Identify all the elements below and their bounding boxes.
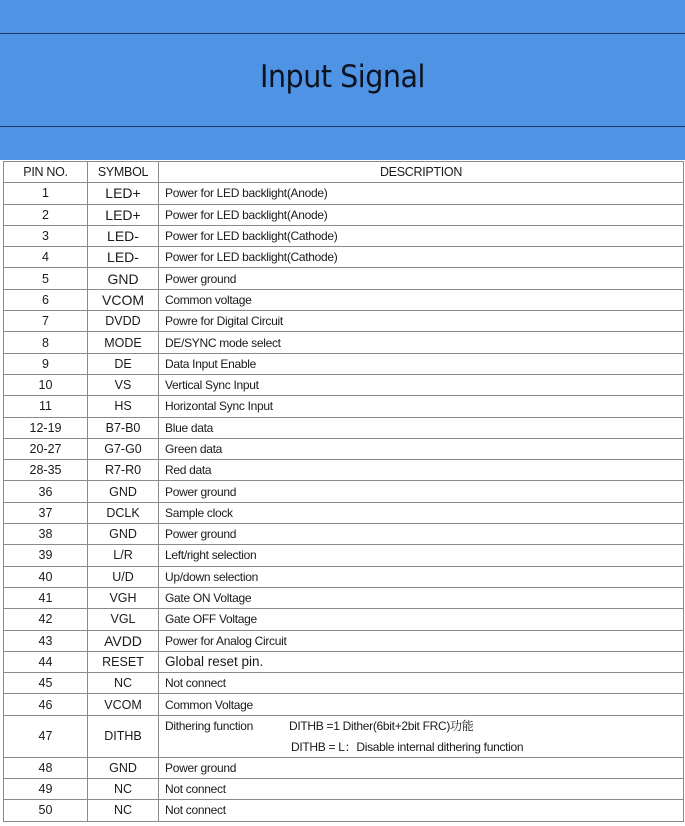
symbol-cell: VGH (88, 587, 159, 608)
description-cell: Power for LED backlight(Cathode) (159, 247, 684, 268)
symbol-cell: AVDD (88, 630, 159, 651)
symbol-cell: VCOM (88, 289, 159, 310)
description-cell: Red data (159, 460, 684, 481)
table-row (4, 417, 684, 438)
table-row (4, 545, 684, 566)
banner-bottom-rule (0, 126, 685, 127)
description-cell: Not connect (159, 673, 684, 694)
pin-cell: 38 (4, 524, 88, 545)
table-row (4, 268, 684, 289)
description-cell: Power ground (159, 757, 684, 778)
pin-cell: 39 (4, 545, 88, 566)
description-cell: Power for LED backlight(Cathode) (159, 225, 684, 246)
description-cell: Common Voltage (159, 694, 684, 715)
description-cell: Green data (159, 438, 684, 459)
description-cell: Left/right selection (159, 545, 684, 566)
description-cell: Powre for Digital Circuit (159, 311, 684, 332)
table-row (4, 289, 684, 310)
pin-cell: 5 (4, 268, 88, 289)
symbol-cell: LED- (88, 247, 159, 268)
table-row (4, 460, 684, 481)
pin-cell: 47 (4, 715, 88, 757)
table-row (4, 204, 684, 225)
symbol-cell: DE (88, 353, 159, 374)
table-row (4, 651, 684, 672)
pin-cell: 49 (4, 779, 88, 800)
description-cell: Vertical Sync Input (159, 374, 684, 395)
symbol-cell: NC (88, 779, 159, 800)
pin-table-container (3, 161, 683, 822)
symbol-cell: U/D (88, 566, 159, 587)
symbol-cell: VS (88, 374, 159, 395)
table-row (4, 673, 684, 694)
description-cell: DE/SYNC mode select (159, 332, 684, 353)
pin-cell: 20-27 (4, 438, 88, 459)
symbol-cell: DVDD (88, 311, 159, 332)
pin-cell: 9 (4, 353, 88, 374)
description-cell: Power for LED backlight(Anode) (159, 183, 684, 204)
symbol-cell: NC (88, 673, 159, 694)
table-row (4, 225, 684, 246)
description-cell: Not connect (159, 800, 684, 821)
symbol-cell: DITHB (88, 715, 159, 757)
pin-cell: 6 (4, 289, 88, 310)
table-row (4, 630, 684, 651)
table-row (4, 481, 684, 502)
symbol-cell: B7-B0 (88, 417, 159, 438)
table-row (4, 183, 684, 204)
dithering-detail-enable: DITHB =1 Dither(6bit+2bit FRC)功能 (289, 718, 474, 733)
pin-cell: 4 (4, 247, 88, 268)
symbol-cell: VGL (88, 609, 159, 630)
description-cell: Power ground (159, 268, 684, 289)
symbol-cell: LED+ (88, 204, 159, 225)
description-cell: Global reset pin. (159, 651, 684, 672)
page-title: Input Signal (259, 59, 425, 95)
description-cell (159, 715, 684, 757)
symbol-cell: G7-G0 (88, 438, 159, 459)
symbol-cell: VCOM (88, 694, 159, 715)
description-cell: Power ground (159, 524, 684, 545)
pin-cell: 41 (4, 587, 88, 608)
description-cell: Up/down selection (159, 566, 684, 587)
pin-cell: 36 (4, 481, 88, 502)
table-row (4, 247, 684, 268)
table-row (4, 374, 684, 395)
pin-cell: 48 (4, 757, 88, 778)
description-cell: Gate ON Voltage (159, 587, 684, 608)
symbol-cell: HS (88, 396, 159, 417)
pin-cell: 10 (4, 374, 88, 395)
header-description: DESCRIPTION (159, 162, 684, 183)
pin-cell: 42 (4, 609, 88, 630)
description-cell: Gate OFF Voltage (159, 609, 684, 630)
table-row (4, 396, 684, 417)
table-row (4, 524, 684, 545)
table-row (4, 609, 684, 630)
symbol-cell: GND (88, 268, 159, 289)
banner-top-rule (0, 33, 685, 34)
pin-cell: 12-19 (4, 417, 88, 438)
description-cell: Blue data (159, 417, 684, 438)
dithering-label: Dithering function (165, 718, 253, 733)
description-cell: Power for Analog Circuit (159, 630, 684, 651)
pin-cell: 46 (4, 694, 88, 715)
description-cell: Horizontal Sync Input (159, 396, 684, 417)
description-cell: Not connect (159, 779, 684, 800)
title-banner (0, 0, 685, 160)
symbol-cell: GND (88, 524, 159, 545)
pin-cell: 50 (4, 800, 88, 821)
dithering-detail-disable: DITHB = L：Disable internal dithering function (291, 739, 524, 754)
table-row (4, 800, 684, 821)
pin-cell: 1 (4, 183, 88, 204)
table-row (4, 587, 684, 608)
table-header-row (4, 162, 684, 183)
table-row (4, 566, 684, 587)
header-symbol: SYMBOL (88, 162, 159, 183)
description-cell: Common voltage (159, 289, 684, 310)
pin-cell: 37 (4, 502, 88, 523)
symbol-cell: GND (88, 481, 159, 502)
pin-cell: 44 (4, 651, 88, 672)
pin-cell: 8 (4, 332, 88, 353)
symbol-cell: L/R (88, 545, 159, 566)
symbol-cell: NC (88, 800, 159, 821)
table-row (4, 502, 684, 523)
pin-cell: 3 (4, 225, 88, 246)
symbol-cell: MODE (88, 332, 159, 353)
table-row (4, 779, 684, 800)
pin-cell: 28-35 (4, 460, 88, 481)
pin-cell: 40 (4, 566, 88, 587)
pin-cell: 45 (4, 673, 88, 694)
header-pin-no: PIN NO. (4, 162, 88, 183)
pin-cell: 2 (4, 204, 88, 225)
description-cell: Power for LED backlight(Anode) (159, 204, 684, 225)
dithering-description (165, 716, 683, 757)
pin-table (3, 161, 684, 822)
table-row (4, 694, 684, 715)
symbol-cell: GND (88, 757, 159, 778)
description-cell: Data Input Enable (159, 353, 684, 374)
table-row (4, 353, 684, 374)
table-row (4, 311, 684, 332)
description-cell: Power ground (159, 481, 684, 502)
pin-cell: 7 (4, 311, 88, 332)
symbol-cell: DCLK (88, 502, 159, 523)
symbol-cell: R7-R0 (88, 460, 159, 481)
table-row (4, 715, 684, 757)
pin-cell: 11 (4, 396, 88, 417)
table-row (4, 332, 684, 353)
symbol-cell: RESET (88, 651, 159, 672)
table-row (4, 757, 684, 778)
symbol-cell: LED- (88, 225, 159, 246)
table-row (4, 438, 684, 459)
description-cell: Sample clock (159, 502, 684, 523)
symbol-cell: LED+ (88, 183, 159, 204)
pin-cell: 43 (4, 630, 88, 651)
